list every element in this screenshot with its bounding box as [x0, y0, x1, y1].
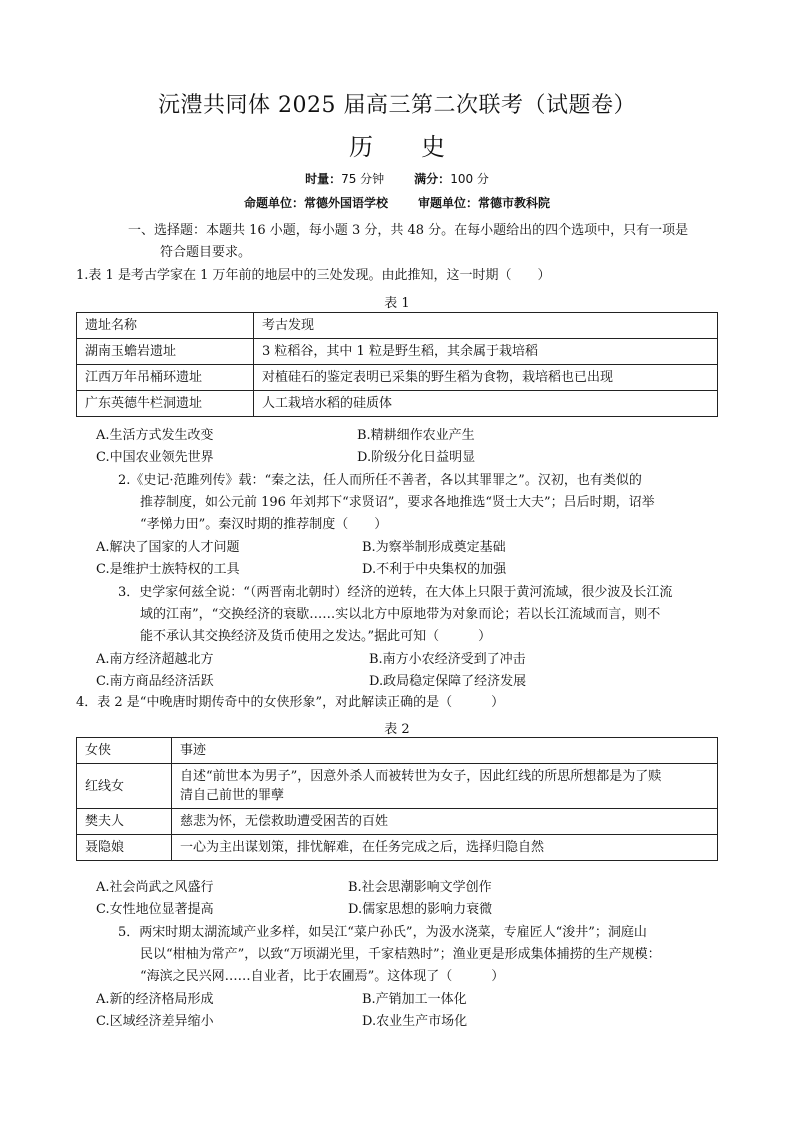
- q2-option-c: C.是维护士族特权的工具: [96, 562, 240, 577]
- q1-option-d: D.阶级分化日益明显: [357, 450, 476, 465]
- reviewer-value: 常德市教科院: [478, 196, 551, 210]
- score-value: 100 分: [450, 172, 489, 186]
- table1-cell: 湖南玉蟾岩遗址: [77, 339, 254, 365]
- table2-cell: [172, 764, 718, 809]
- table-row: [77, 764, 718, 809]
- table-row: [77, 809, 718, 835]
- q5-line3: “海滨之民兴网……自业者，比于农圃焉”。这体现了（ ）: [140, 969, 505, 984]
- table1-cell: 对植硅石的鉴定表明已采集的野生稻为食物，栽培稻也已出现: [254, 365, 718, 391]
- q4-option-a: A.社会尚武之风盛行: [96, 880, 214, 895]
- exam-units: [0, 194, 794, 211]
- q5-option-b: B.产销加工一体化: [362, 992, 467, 1007]
- q5-line1: 5．两宋时期太湖流域产业多样，如吴江“菜户孙氏”，为汲水浇菜，专雇匠人“浚井”；洞庭山: [118, 925, 647, 940]
- section1-instruction-line2: 符合题目要求。: [160, 245, 252, 260]
- q4-option-c: C.女性地位显著提高: [96, 902, 214, 917]
- table-row: [77, 313, 718, 339]
- q2-option-d: D.不利于中央集权的加强: [362, 562, 507, 577]
- q2-option-a: A.解决了国家的人才问题: [96, 540, 240, 555]
- q5-option-a: A.新的经济格局形成: [96, 992, 214, 1007]
- table-row: [77, 835, 718, 861]
- table-row: [77, 365, 718, 391]
- table2-cell: 聂隐娘: [77, 835, 172, 861]
- table2-cell: 红线女: [77, 764, 172, 809]
- table-row: [77, 391, 718, 417]
- q1-option-a: A.生活方式发生改变: [96, 428, 214, 443]
- table2-cell-line: 自述“前世本为男子”，因意外杀人而被转世为女子，因此红线的所思所想都是为了赎: [180, 769, 662, 784]
- table2-header-deeds: 事迹: [172, 738, 718, 764]
- subject-heading: [0, 127, 794, 162]
- table1-caption: 表 1: [384, 296, 410, 311]
- setter-label: 命题单位：: [243, 196, 304, 210]
- table-row: [77, 339, 718, 365]
- table1-cell: 江西万年吊桶环遗址: [77, 365, 254, 391]
- reviewer-label: 审题单位：: [418, 196, 479, 210]
- table1: [76, 312, 718, 417]
- q1-option-b: B.精耕细作农业产生: [357, 428, 475, 443]
- table2-cell: 慈悲为怀，无偿救助遭受困苦的百姓: [172, 809, 718, 835]
- q5-line2: 民以“柑柚为常产”，以致“万顷湖光里，千家桔熟时”；渔业更是形成集体捕捞的生产规模：: [140, 947, 661, 962]
- table2-cell: 樊夫人: [77, 809, 172, 835]
- table2-cell-line: 清自己前世的罪孽: [180, 788, 285, 803]
- q4-stem: 4．表 2 是“中晚唐时期传奇中的女侠形象”，对此解读正确的是（ ）: [76, 695, 505, 710]
- table1-header-site: 遗址名称: [77, 313, 254, 339]
- table-row: [77, 738, 718, 764]
- q5-option-d: D.农业生产市场化: [362, 1014, 468, 1029]
- q2-option-b: B.为察举制形成奠定基础: [362, 540, 506, 555]
- q4-option-d: D.儒家思想的影响力衰微: [348, 902, 493, 917]
- table1-cell: 广东英德牛栏洞遗址: [77, 391, 254, 417]
- q3-line2: 域的江南”，“交换经济的衰歇……实以北方中原地带为对象而论；若以长江流域而言，则不: [140, 607, 661, 622]
- q3-option-a: A.南方经济超越北方: [96, 652, 214, 667]
- q4-option-b: B.社会思潮影响文学创作: [348, 880, 492, 895]
- table2-header-heroine: 女侠: [77, 738, 172, 764]
- q2-line2: 推荐制度，如公元前 196 年刘邦下“求贤诏”，要求各地推选“贤士大夫”；吕后时期，诏举: [140, 495, 655, 510]
- time-value: 75 分钟: [341, 172, 385, 186]
- exam-duration-score: [0, 170, 794, 187]
- table1-header-finding: 考古发现: [254, 313, 718, 339]
- subject-char-2: 史: [421, 133, 445, 161]
- q3-line1: 3．史学家何兹全说：“（两晋南北朝时）经济的逆转，在大体上只限于黄河流域，很少波及长江流: [118, 585, 673, 600]
- table2: [76, 737, 718, 861]
- time-label: 时量：: [305, 172, 342, 186]
- q5-option-c: C.区域经济差异缩小: [96, 1014, 214, 1029]
- q2-line1: 2.《史记·范雎列传》载：“秦之法，任人而所任不善者，各以其罪罪之”。汉初，也有类似的: [118, 473, 642, 488]
- table1-cell: 人工栽培水稻的硅质体: [254, 391, 718, 417]
- q3-option-b: B.南方小农经济受到了冲击: [369, 652, 526, 667]
- q1-stem: 1.表 1 是考古学家在 1 万年前的地层中的三处发现。由此推知，这一时期（ ）: [76, 268, 551, 283]
- table2-caption: 表 2: [384, 722, 410, 737]
- section1-instruction-line1: 一、选择题：本题共 16 小题，每小题 3 分，共 48 分。在每小题给出的四个选项中，只有一项是: [128, 223, 689, 238]
- q2-line3: “孝悌力田”。秦汉时期的推荐制度（ ）: [140, 517, 388, 532]
- table1-cell: 3 粒稻谷，其中 1 粒是野生稻，其余属于栽培稻: [254, 339, 718, 365]
- q3-line3: 能不承认其交换经济及货币使用之发达。”据此可知（ ）: [140, 629, 492, 644]
- score-label: 满分：: [414, 172, 451, 186]
- exam-title: 沅澧共同体 2025 届高三第二次联考（试题卷）: [158, 93, 636, 118]
- q3-option-d: D.政局稳定保障了经济发展: [369, 674, 527, 689]
- q1-option-c: C.中国农业领先世界: [96, 450, 214, 465]
- subject-char-1: 历: [349, 133, 373, 161]
- q3-option-c: C.南方商品经济活跃: [96, 674, 214, 689]
- setter-value: 常德外国语学校: [303, 196, 388, 210]
- table2-cell: 一心为主出谋划策，排忧解难，在任务完成之后，选择归隐自然: [172, 835, 718, 861]
